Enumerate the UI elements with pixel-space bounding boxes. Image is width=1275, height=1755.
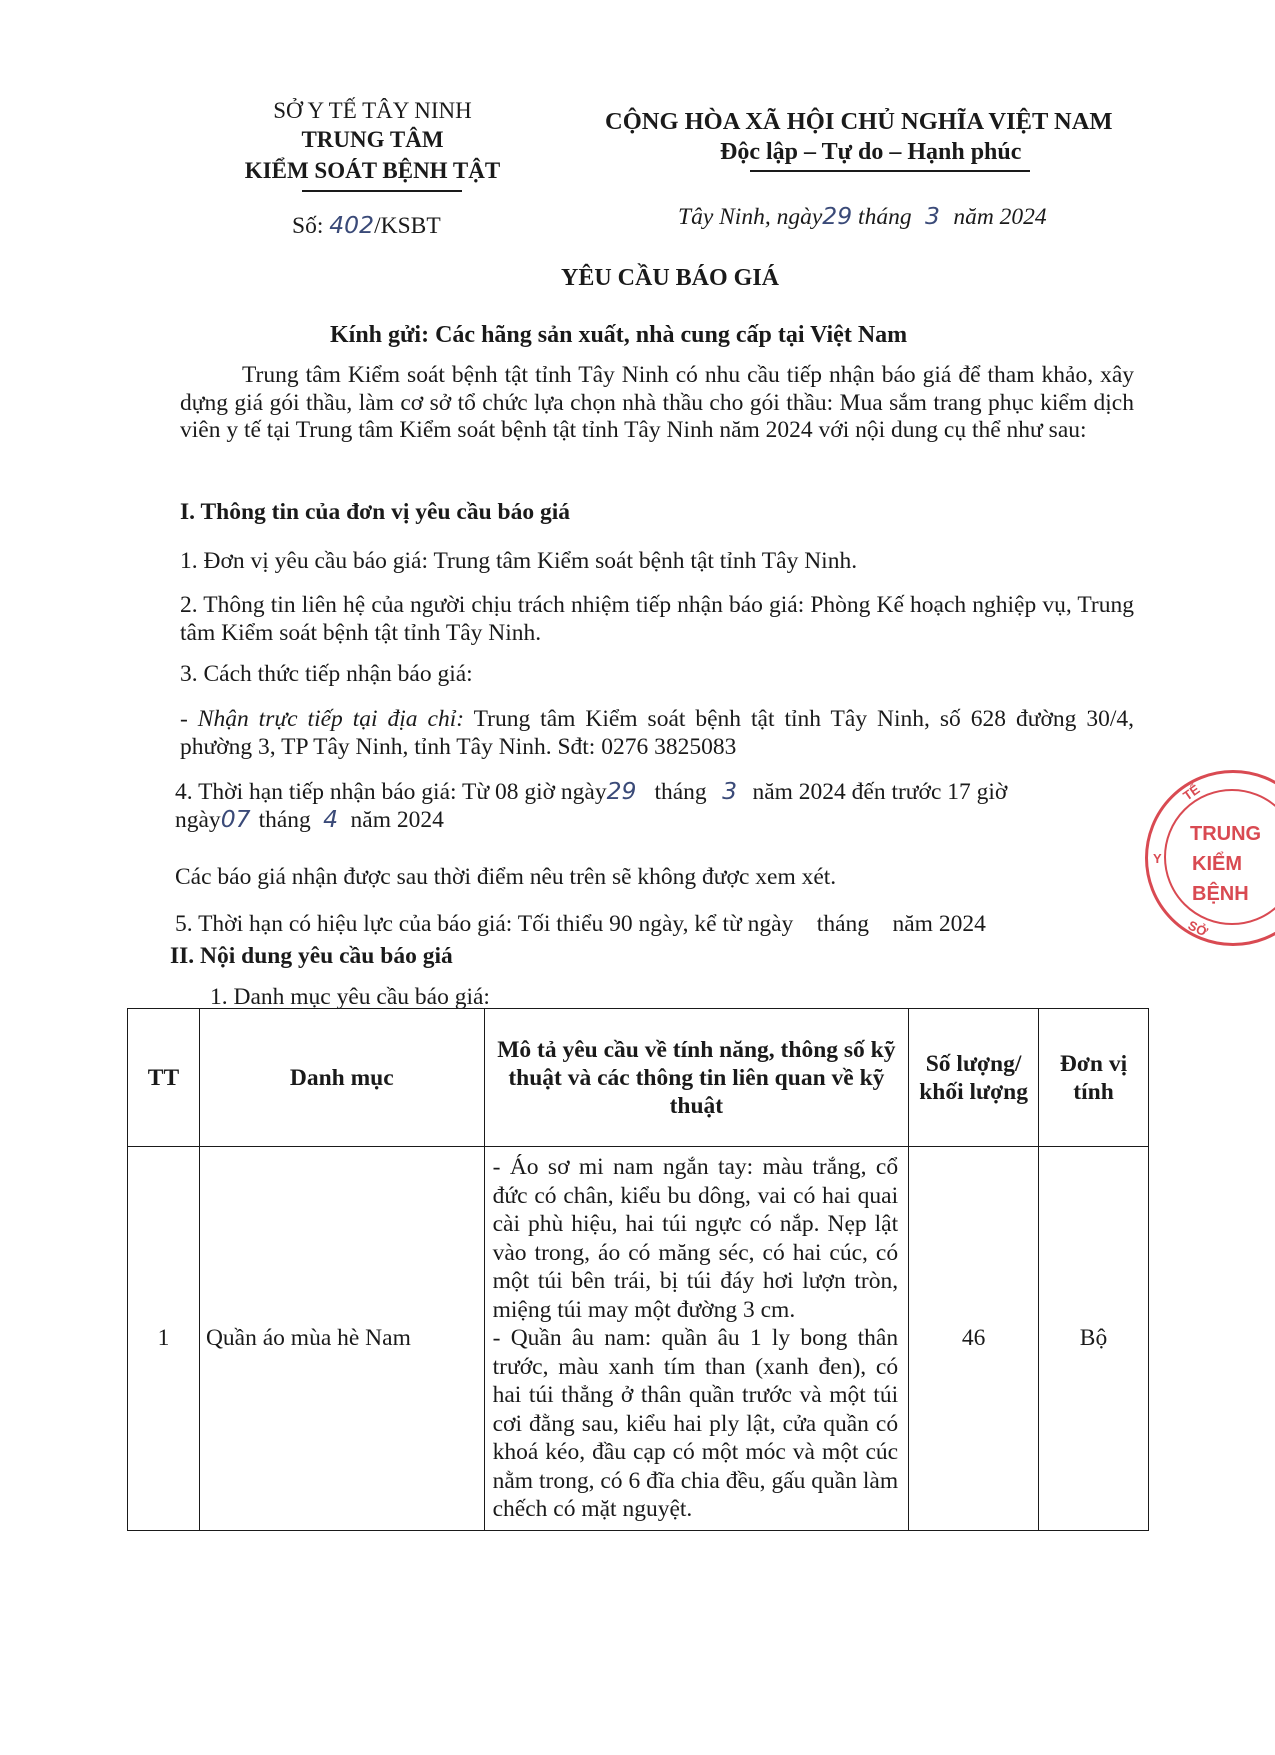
header-unit: Đơn vị tính	[1039, 1009, 1149, 1147]
motto: Độc lập – Tự do – Hạnh phúc	[720, 139, 1022, 165]
stamp-text-top: TẾ	[1180, 781, 1203, 804]
stamp-text-3: BỆNH	[1192, 883, 1249, 905]
stamp-text-2: KIỂM	[1192, 853, 1242, 875]
section-1-heading: I. Thông tin của đơn vị yêu cầu báo giá	[180, 499, 570, 525]
section-2-heading: II. Nội dung yêu cầu báo giá	[170, 943, 453, 969]
motto-underline	[750, 170, 1030, 172]
row-unit: Bộ	[1039, 1147, 1149, 1531]
row-quantity: 46	[909, 1147, 1039, 1531]
org-underline	[302, 190, 462, 192]
header-item: Danh mục	[199, 1009, 484, 1147]
official-stamp	[1145, 770, 1275, 946]
section-1-item-4: 4. Thời hạn tiếp nhận báo giá: Từ 08 giờ ngày29 tháng 3 năm 2024 đến trước 17 giờ	[175, 777, 1008, 805]
row-description-trousers: - Quần âu nam: quần âu 1 ly bong thân trước, màu xanh tím than (xanh đen), có hai túi thẳng ở thân quần trước và một túi cơi đằng sau, kiểu hai ply lật, cửa quần có khoá kéo, đầu cạp có một móc và một cúc nằm trong, có 6 đĩa chia đều, gấu quần làm chếch có mặt nguyệt.	[492, 1325, 899, 1522]
stamp-text-1: TRUNG	[1190, 823, 1262, 845]
header-description: Mô tả yêu cầu về tính năng, thông số kỹ thuật và các thông tin liên quan về kỹ thuật	[484, 1009, 908, 1147]
row-tt: 1	[128, 1147, 200, 1531]
stamp-text-side: Y	[1153, 851, 1162, 866]
section-1-item-1: 1. Đơn vị yêu cầu báo giá: Trung tâm Kiểm soát bệnh tật tỉnh Tây Ninh.	[180, 548, 858, 574]
section-1-item-5: 5. Thời hạn có hiệu lực của báo giá: Tối thiểu 90 ngày, kể từ ngày tháng năm 2024	[175, 911, 986, 937]
document-title: YÊU CẦU BÁO GIÁ	[560, 265, 779, 291]
request-table	[127, 1008, 1149, 1531]
section-1-item-3: 3. Cách thức tiếp nhận báo giá:	[180, 661, 473, 687]
section-2-sub-1: 1. Danh mục yêu cầu báo giá:	[210, 984, 490, 1010]
section-1-item-4-cont: ngày07 tháng 4 năm 2024	[175, 805, 444, 833]
header-quantity: Số lượng/ khối lượng	[909, 1009, 1039, 1147]
section-1-item-4-note: Các báo giá nhận được sau thời điểm nêu trên sẽ không được xem xét.	[175, 864, 837, 890]
parent-org: SỞ Y TẾ TÂY NINH	[273, 98, 472, 123]
table-row	[128, 1147, 1149, 1531]
org-line-1: TRUNG TÂM	[301, 127, 444, 152]
document-number: Số: 402/KSBT	[292, 211, 441, 239]
section-1-item-2: 2. Thông tin liên hệ của người chịu trách nhiệm tiếp nhận báo giá: Phòng Kế hoạch nghiệp vụ, Trung tâm Kiểm soát bệnh tật tỉnh Tây Ninh.	[180, 592, 1134, 646]
recipient: Kính gửi: Các hãng sản xuất, nhà cung cấp tại Việt Nam	[330, 322, 908, 348]
section-1-item-3-address: - Nhận trực tiếp tại địa chỉ: Trung tâm Kiểm soát bệnh tật tỉnh Tây Ninh, số 628 đường 30/4, phường 3, TP Tây Ninh, tỉnh Tây Ninh. Sđt: 0276 3825083	[180, 706, 1134, 760]
nation-title: CỘNG HÒA XÃ HỘI CHỦ NGHĨA VIỆT NAM	[605, 108, 1113, 135]
row-item: Quần áo mùa hè Nam	[199, 1147, 484, 1531]
org-line-2: KIỂM SOÁT BỆNH TẬT	[244, 158, 501, 183]
header-tt: TT	[128, 1009, 200, 1147]
intro-paragraph: Trung tâm Kiểm soát bệnh tật tỉnh Tây Ninh có nhu cầu tiếp nhận báo giá để tham khảo, xây dựng giá gói thầu, làm cơ sở tổ chức lựa chọn nhà thầu cho gói thầu: Mua sắm trang phục kiểm dịch viên y tế tại Trung tâm Kiểm soát bệnh tật tỉnh Tây Ninh năm 2024 với nội dung cụ thể như sau:	[180, 362, 1134, 443]
stamp-text-bottom: SỞ	[1185, 917, 1211, 940]
row-description-shirt: - Áo sơ mi nam ngắn tay: màu trắng, cổ đức có chân, kiểu bu dông, vai có hai quai cài phù hiệu, hai túi ngực có nắp. Nẹp lật vào trong, áo có măng séc, có hai cúc, có một túi bên trái, bị túi đáy hơi lượn tròn, miệng túi may một đường 3 cm.	[492, 1154, 899, 1323]
document-date: Tây Ninh, ngày29 tháng 3 năm 2024	[678, 202, 1047, 230]
table-header-row	[128, 1009, 1149, 1147]
row-description	[484, 1147, 908, 1531]
